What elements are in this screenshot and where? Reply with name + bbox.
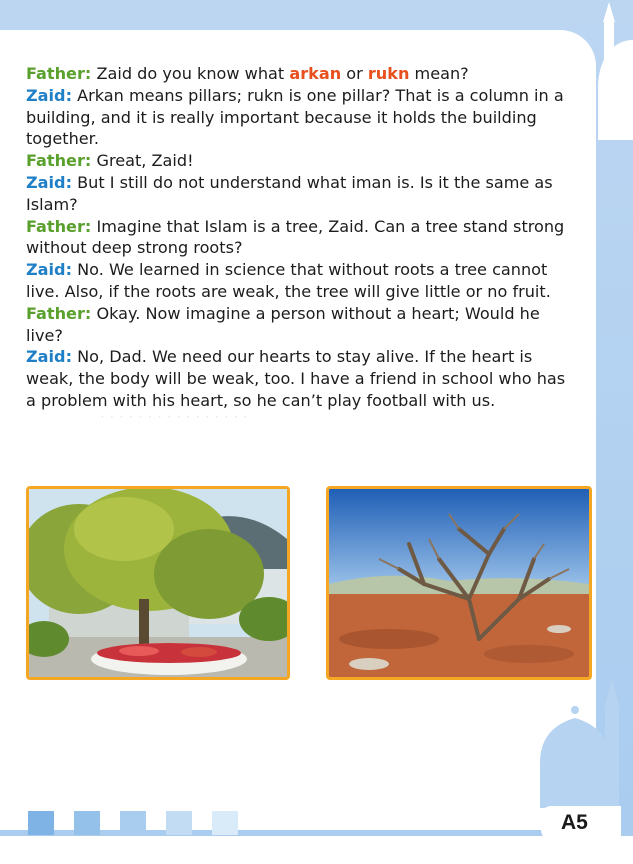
term-arkan: arkan [289,64,342,83]
dialogue-line-father-2: Father: Great, Zaid! [26,151,194,171]
dialogue-line-zaid-4: Zaid: No, Dad. We need our hearts to stay alive. If the heart is weak, the body will be weak, too. I have a friend in school who has a problem with his heart, so he can’t play football with us. [26,347,566,410]
speaker-father: Father: [26,216,92,236]
speaker-father: Father: [26,303,92,323]
dead-tree-photo [326,486,592,680]
bottom-strip [0,836,633,864]
decorative-squares [28,811,238,835]
dialogue-line-father-3: Father: Imagine that Islam is a tree, Zaid. Can a tree stand strong without deep strong roots? [26,216,565,258]
speaker-father: Father: [26,64,92,83]
term-rukn: rukn [367,64,410,83]
square-2 [74,811,100,835]
dialogue-line-zaid-1: Zaid: Arkan means pillars; rukn is one pillar? That is a column in a building, and it is really important because it holds the building together. [26,85,564,149]
dialogue-text [26,63,574,412]
square-1 [28,811,54,835]
faded-background-text: · · · · · · · · · · · · · · · · [100,408,248,426]
speaker-zaid: Zaid: [26,172,73,192]
square-5 [212,811,238,835]
speaker-zaid: Zaid: [26,347,73,367]
dialogue-line-father-1: Father: Zaid do you know what arkan or rukn mean? [26,64,469,83]
square-4 [166,811,192,835]
speaker-father: Father: [26,151,92,171]
speaker-zaid: Zaid: [26,260,73,280]
page-number: A5 [541,806,621,840]
speaker-zaid: Zaid: [26,85,73,105]
green-tree-photo [26,486,290,680]
square-3 [120,811,146,835]
dialogue-line-father-4: Father: Okay. Now imagine a person without a heart; Would he live? [26,303,540,345]
dialogue-line-zaid-3: Zaid: No. We learned in science that without roots a tree cannot live. Also, if the roots are weak, the tree will give little or no fruit. [26,260,551,301]
dialogue-line-zaid-2: Zaid: But I still do not understand what iman is. Is it the same as Islam? [26,172,553,214]
mosque-silhouette-bottom [530,678,633,808]
